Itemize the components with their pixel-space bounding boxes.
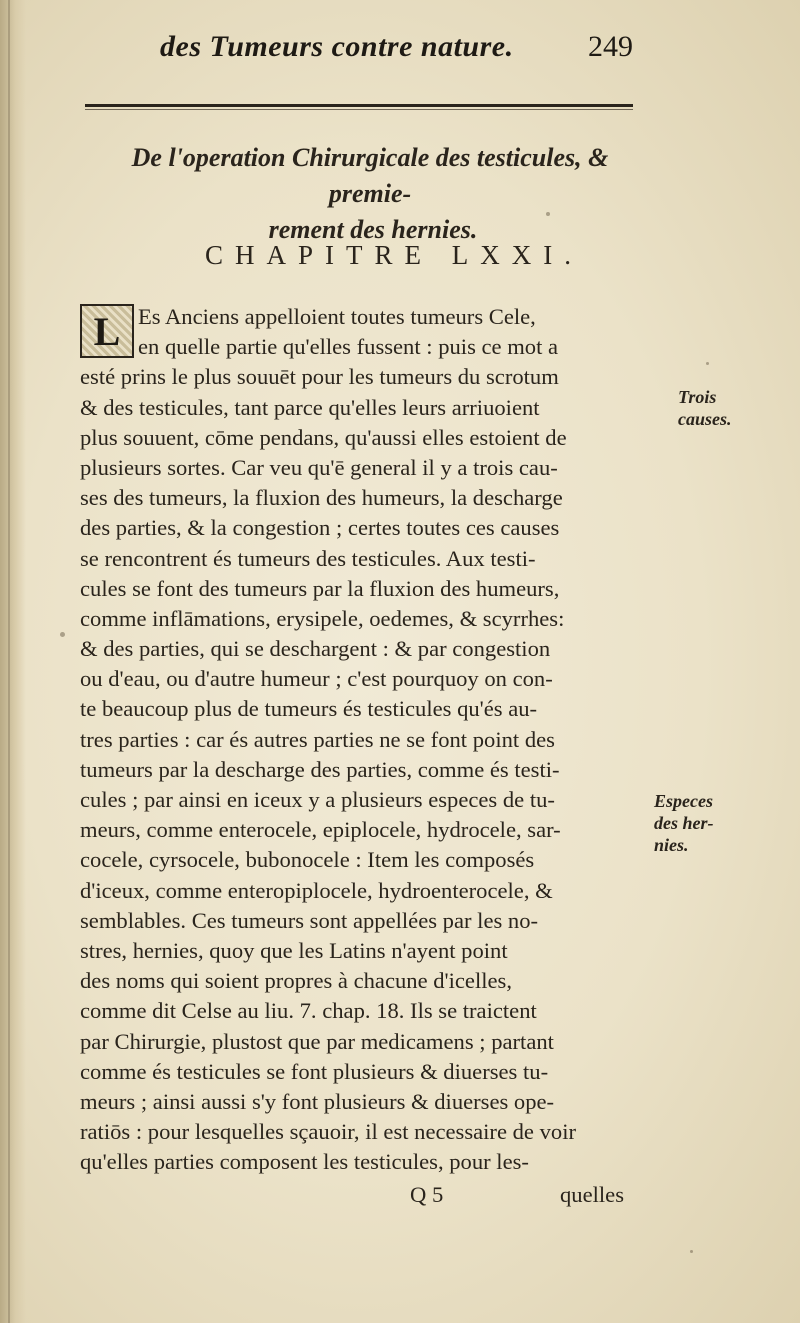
paper-speck bbox=[60, 632, 65, 637]
binding-gutter-shadow bbox=[0, 0, 26, 1323]
section-title bbox=[90, 140, 650, 248]
paper-speck bbox=[546, 212, 550, 216]
page-footer bbox=[80, 1182, 640, 1212]
text-line: comme inflāmations, erysipele, oedemes, & scyrrhes: bbox=[80, 605, 565, 631]
text-line: des parties, & la congestion ; certes toutes ces causes bbox=[80, 515, 560, 541]
text-line: meurs, comme enterocele, epiplocele, hydrocele, sar- bbox=[80, 817, 561, 843]
text-line: cules ; par ainsi en iceux y a plusieurs especes de tu- bbox=[80, 787, 555, 812]
text-line: ratiōs : pour lesquelles sçauoir, il est necessaire de voir bbox=[80, 1119, 577, 1145]
text-line: d'iceux, comme enteropiplocele, hydroenterocele, & bbox=[80, 877, 553, 903]
text-line: meurs ; ainsi aussi s'y font plusieurs & diuerses ope- bbox=[80, 1088, 555, 1114]
running-head: des Tumeurs contre nature. bbox=[160, 30, 514, 63]
text-line: cules se font des tumeurs par la fluxion des humeurs, bbox=[80, 575, 560, 601]
paper-speck bbox=[690, 1250, 693, 1253]
text-line: se rencontrent és tumeurs des testicules. Aux testi- bbox=[80, 545, 536, 571]
text-line: te beaucoup plus de tumeurs és testicules qu'és au- bbox=[80, 696, 538, 722]
binding-gutter-line bbox=[8, 0, 10, 1323]
text-line: tres parties : car és autres parties ne se font point des bbox=[80, 726, 555, 752]
text-line: stres, hernies, quoy que les Latins n'ayent point bbox=[80, 937, 508, 963]
text-line: par Chirurgie, plustost que par medicamens ; partant bbox=[80, 1028, 554, 1054]
margin-note-line: des her- bbox=[654, 813, 714, 833]
header-rule-thin bbox=[85, 109, 633, 110]
catchword: quelles bbox=[560, 1182, 624, 1207]
margin-note-line: causes. bbox=[678, 409, 732, 429]
signature-mark: Q 5 bbox=[410, 1182, 444, 1207]
text-line: comme és testicules se font plusieurs & diuerses tu- bbox=[80, 1058, 549, 1084]
text-line: cocele, cyrsocele, bubonocele : Item les composés bbox=[80, 847, 535, 873]
chapter-heading: CHAPITRE LXXI. bbox=[205, 240, 583, 270]
margin-note-line: nies. bbox=[654, 835, 689, 855]
drop-cap-initial: L bbox=[80, 304, 134, 358]
text-line: tumeurs par la descharge des parties, comme és testi- bbox=[80, 756, 560, 782]
page-number: 249 bbox=[588, 30, 633, 63]
header-rule bbox=[85, 104, 633, 107]
text-line: comme dit Celse au liu. 7. chap. 18. Ils se traictent bbox=[80, 998, 537, 1024]
margin-note-especes-hernies bbox=[654, 790, 764, 856]
text-line: esté prins le plus souuēt pour les tumeurs du scrotum bbox=[80, 364, 559, 390]
text-line: plusieurs sortes. Car veu qu'ē general il y a trois cau- bbox=[80, 454, 558, 480]
paper-speck bbox=[706, 362, 709, 365]
text-line: & des testicules, tant parce qu'elles leurs arriuoient bbox=[80, 394, 540, 420]
text-line: ses des tumeurs, la fluxion des humeurs, la descharge bbox=[80, 485, 563, 511]
text-line: des noms qui soient propres à chacune d'icelles, bbox=[80, 968, 512, 994]
text-line: qu'elles parties composent les testicules, pour les- bbox=[80, 1149, 529, 1175]
text-line: semblables. Ces tumeurs sont appellées par les no- bbox=[80, 907, 539, 933]
section-title-line-2: rement des hernies. bbox=[268, 215, 478, 244]
text-line: en quelle partie qu'elles fussent : puis ce mot a bbox=[138, 334, 559, 360]
text-line: & des parties, qui se deschargent : & par congestion bbox=[80, 636, 551, 662]
section-title-line-1: De l'operation Chirurgicale des testicules, & premie- bbox=[131, 143, 609, 208]
text-line: Es Anciens appelloient toutes tumeurs Cele, bbox=[138, 304, 536, 329]
text-line: ou d'eau, ou d'autre humeur ; c'est pourquoy on con- bbox=[80, 666, 553, 692]
margin-note-line: Especes bbox=[654, 791, 713, 811]
margin-note-line: Trois bbox=[678, 387, 717, 407]
margin-note-trois-causes bbox=[678, 386, 758, 430]
text-line: plus souuent, cōme pendans, qu'aussi elles estoient de bbox=[80, 424, 567, 450]
body-text bbox=[80, 302, 640, 1177]
